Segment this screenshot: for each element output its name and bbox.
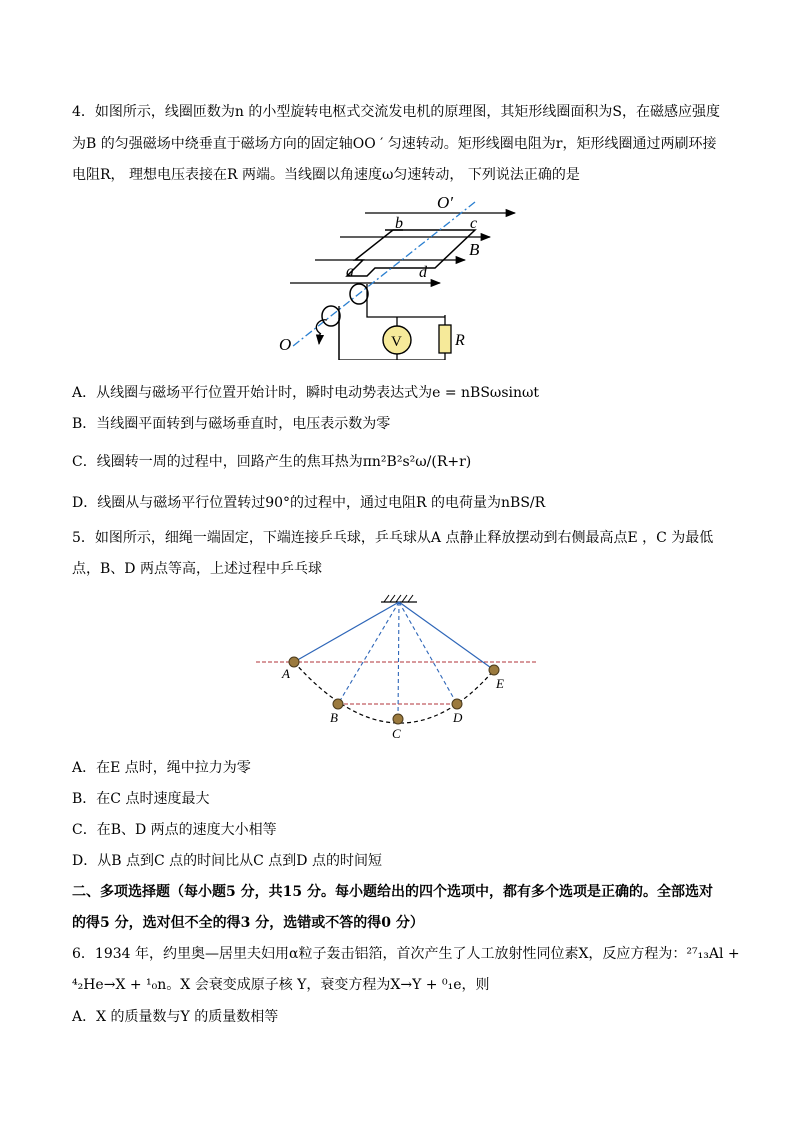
- label-b: b: [395, 215, 403, 232]
- q6-option-a: A．X 的质量数与Y 的质量数相等: [72, 1009, 279, 1025]
- section-2-heading-line-2: 的得5 分，选对但不全的得3 分，选错或不答的得0 分）: [72, 915, 424, 931]
- q5-option-b: B．在C 点时速度最大: [72, 791, 210, 807]
- label-O: O: [279, 335, 292, 354]
- label-d: d: [419, 264, 427, 281]
- q4-line-1: 4．如图所示，线圈匝数为n 的小型旋转电枢式交流发电机的原理图，其矩形线圈面积为S，在磁感应强度: [72, 104, 720, 120]
- pendulum-figure: [254, 592, 544, 742]
- voltmeter-label: V: [391, 334, 402, 350]
- label-E: E: [496, 676, 504, 691]
- q6-line-2: ⁴₂He→X + ¹₀n。X 会衰变成原子核 Y，衰变方程为X→Y + ⁰₁e，则: [72, 977, 490, 993]
- q4-option-d: D．线圈从与磁场平行位置转过90°的过程中，通过电阻R 的电荷量为nBS/R: [72, 495, 546, 511]
- q5-line-2: 点，B、D 两点等高，上述过程中乒乓球: [72, 561, 322, 577]
- q5-option-d: D．从B 点到C 点的时间比从C 点到D 点的时间短: [72, 853, 382, 869]
- label-B: B: [330, 710, 338, 725]
- q4-option-a: A．从线圈与磁场平行位置开始计时，瞬时电动势表达式为e = nBSωsinωt: [72, 385, 540, 401]
- q4-option-b: B．当线圈平面转到与磁场垂直时，电压表示数为零: [72, 416, 391, 432]
- generator-figure: [275, 190, 535, 360]
- q4-option-c: C．线圈转一周的过程中，回路产生的焦耳热为πn²B²s²ω/(R+r): [72, 454, 472, 470]
- label-c: c: [470, 215, 478, 232]
- label-a: a: [346, 263, 354, 280]
- label-A: A: [282, 666, 290, 681]
- q6-line-1: 6．1934 年，约里奥—居里夫妇用α粒子轰击铝箔，首次产生了人工放射性同位素X，反应方程为：²⁷₁₃Al +: [72, 946, 740, 962]
- label-o-prime: O′: [437, 193, 453, 212]
- q4-line-2: 为B 的匀强磁场中绕垂直于磁场方向的固定轴OO ′ 匀速转动。矩形线圈电阻为r，矩形线圈通过两刷环接: [72, 136, 717, 152]
- label-D: D: [453, 710, 463, 725]
- q5-line-1: 5．如图所示，细绳一端固定，下端连接乒乓球，乒乓球从A 点静止释放摆动到右侧最高点E ，C 为最低: [72, 530, 714, 546]
- section-2-heading-line-1: 二、多项选择题（每小题5 分，共15 分。每小题给出的四个选项中，都有多个选项是正确的。全部选对: [72, 884, 713, 900]
- q5-option-c: C．在B、D 两点的速度大小相等: [72, 822, 277, 838]
- q5-option-a: A．在E 点时，绳中拉力为零: [72, 760, 251, 776]
- label-R: R: [455, 332, 465, 349]
- label-C: C: [392, 726, 401, 741]
- q4-line-3: 电阻R， 理想电压表接在R 两端。当线圈以角速度ω匀速转动， 下列说法正确的是: [72, 167, 580, 183]
- label-B-field: B: [469, 240, 480, 259]
